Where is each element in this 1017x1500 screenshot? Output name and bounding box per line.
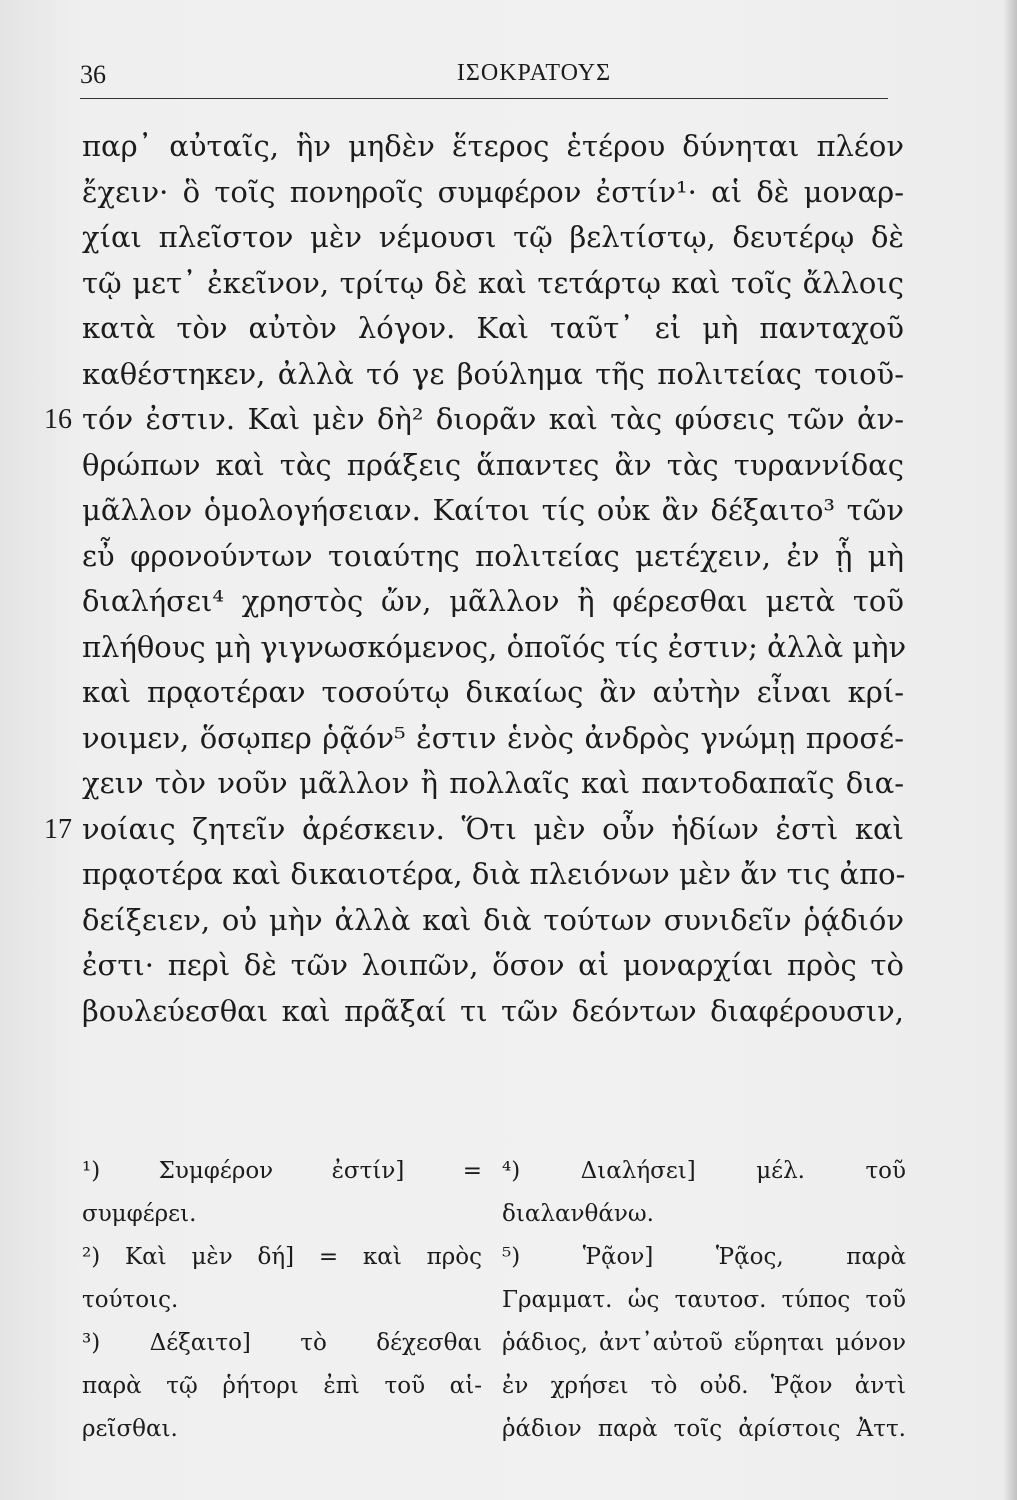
text-line (82, 170, 904, 216)
line-text: καθέστηκεν, ἀλλὰ τό γε βούλημα τῆς πολιτείας τοιοῦ- (82, 356, 904, 391)
text-line (82, 534, 904, 580)
footnote-line: τούτοις. (82, 1287, 179, 1313)
text-line (82, 898, 904, 944)
footnote-line: ρεῖσθαι. (82, 1416, 178, 1442)
footnote-line: παρὰ τῷ ῥήτορι ἐπὶ τοῦ αἱ- (82, 1373, 482, 1399)
footnote-line: ἐν χρήσει τὸ οὐδ. Ῥᾷον ἀντὶ (502, 1373, 906, 1399)
text-line (82, 989, 904, 1035)
text-line (82, 579, 904, 625)
text-line (82, 215, 904, 261)
header-rule (80, 98, 888, 99)
footnote-line: διαλανθάνω. (502, 1201, 654, 1227)
footnote-line: ῥάδιος, ἀντ᾽αὐτοῦ εὕρηται μόνον (502, 1330, 906, 1356)
footnotes-left-column (82, 1150, 482, 1451)
text-line (82, 443, 904, 489)
text-line (82, 716, 904, 762)
text-line (82, 261, 904, 307)
line-text: ἔχειν· ὃ τοῖς πονηροῖς συμφέρον ἐστίν¹· αἱ δὲ μοναρ- (82, 174, 904, 209)
text-line (82, 306, 904, 352)
text-line (82, 352, 904, 398)
footnote-line: συμφέρει. (82, 1201, 197, 1227)
line-text: νοίαις ζητεῖν ἀρέσκειν. Ὅτι μὲν οὖν ἡδίων ἐστὶ καὶ (82, 811, 904, 846)
line-text: νοιμεν, ὅσῳπερ ῥᾷόν⁵ ἐστιν ἑνὸς ἀνδρὸς γνώμῃ προσέ- (82, 720, 904, 755)
line-text: τόν ἐστιν. Καὶ μὲν δὴ² διορᾶν καὶ τὰς φύσεις τῶν ἀν- (82, 402, 904, 436)
line-text: πρᾳοτέρα καὶ δικαιοτέρα, διὰ πλειόνων μὲν ἄν τις ἀπο- (82, 857, 906, 891)
footnotes-right-column (502, 1150, 906, 1451)
line-text: χίαι πλεῖστον μὲν νέμουσι τῷ βελτίστῳ, δευτέρῳ δὲ (82, 220, 904, 254)
main-text (44, 124, 907, 1034)
line-text: ἐστι· περὶ δὲ τῶν λοιπῶν, ὅσον αἱ μοναρχίαι πρὸς τὸ (82, 948, 904, 982)
page-edge-shadow (1003, 0, 1017, 1500)
footnote-line: ⁵) Ῥᾷον] Ῥᾷος, παρὰ (502, 1244, 906, 1270)
line-text: κατὰ τὸν αὐτὸν λόγον. Καὶ ταῦτ᾽ εἰ μὴ πανταχοῦ (82, 311, 904, 345)
line-text: μᾶλλον ὁμολογήσειαν. Καίτοι τίς οὐκ ἂν δέξαιτο³ τῶν (82, 493, 904, 527)
text-line (44, 807, 904, 853)
section-number: 16 (44, 404, 72, 435)
text-line (82, 670, 904, 716)
footnote-line: ³) Δέξαιτο] τὸ δέχεσθαι (82, 1330, 482, 1356)
line-text: βουλεύεσθαι καὶ πρᾶξαί τι τῶν δεόντων διαφέρουσιν, (82, 993, 904, 1028)
footnote-line: Γραμματ. ὡς ταυτοσ. τύπος τοῦ (502, 1287, 906, 1313)
footnote-line: ῥάδιον παρὰ τοῖς ἀρίστοις Ἀττ. (502, 1416, 906, 1442)
running-title: ΙΣΟΚΡΑΤΟΥΣ (456, 60, 612, 86)
page-header (80, 58, 888, 98)
text-line (44, 397, 904, 443)
line-text: εὖ φρονούντων τοιαύτης πολιτείας μετέχειν, ἐν ᾗ μὴ (82, 538, 904, 573)
footnote-line: ²) Καὶ μὲν δή] = καὶ πρὸς (82, 1244, 482, 1270)
text-line (82, 852, 904, 898)
section-number: 17 (44, 813, 72, 845)
line-text: διαλήσει⁴ χρηστὸς ὤν, μᾶλλον ἢ φέρεσθαι μετὰ τοῦ (82, 584, 904, 618)
footnote-line: ⁴) Διαλήσει] μέλ. τοῦ (502, 1158, 906, 1184)
text-line (82, 761, 904, 807)
line-text: θρώπων καὶ τὰς πράξεις ἅπαντες ἂν τὰς τυραννίδας (82, 447, 904, 482)
page-number: 36 (80, 60, 106, 89)
line-text: παρ᾽ αὐταῖς, ἣν μηδὲν ἕτερος ἑτέρου δύνηται πλέον (82, 129, 904, 163)
line-text: πλήθους μὴ γιγνωσκόμενος, ὁποῖός τίς ἐστιν; ἀλλὰ μὴν (82, 629, 907, 664)
footnote-line: ¹) Συμφέρον ἐστίν] = (82, 1158, 482, 1184)
text-line (82, 124, 904, 170)
text-line (82, 625, 907, 671)
text-line (82, 488, 904, 534)
text-line (82, 943, 904, 989)
line-text: τῷ μετ᾽ ἐκεῖνον, τρίτῳ δὲ καὶ τετάρτῳ καὶ τοῖς ἄλλοις (82, 265, 904, 300)
line-text: χειν τὸν νοῦν μᾶλλον ἢ πολλαῖς καὶ παντοδαπαῖς δια- (82, 766, 904, 800)
line-text: καὶ πρᾳοτέραν τοσούτῳ δικαίως ἂν αὐτὴν εἶναι κρί- (82, 675, 904, 709)
line-text: δείξειεν, οὐ μὴν ἀλλὰ καὶ διὰ τούτων συνιδεῖν ῥᾴδιόν (82, 902, 904, 937)
